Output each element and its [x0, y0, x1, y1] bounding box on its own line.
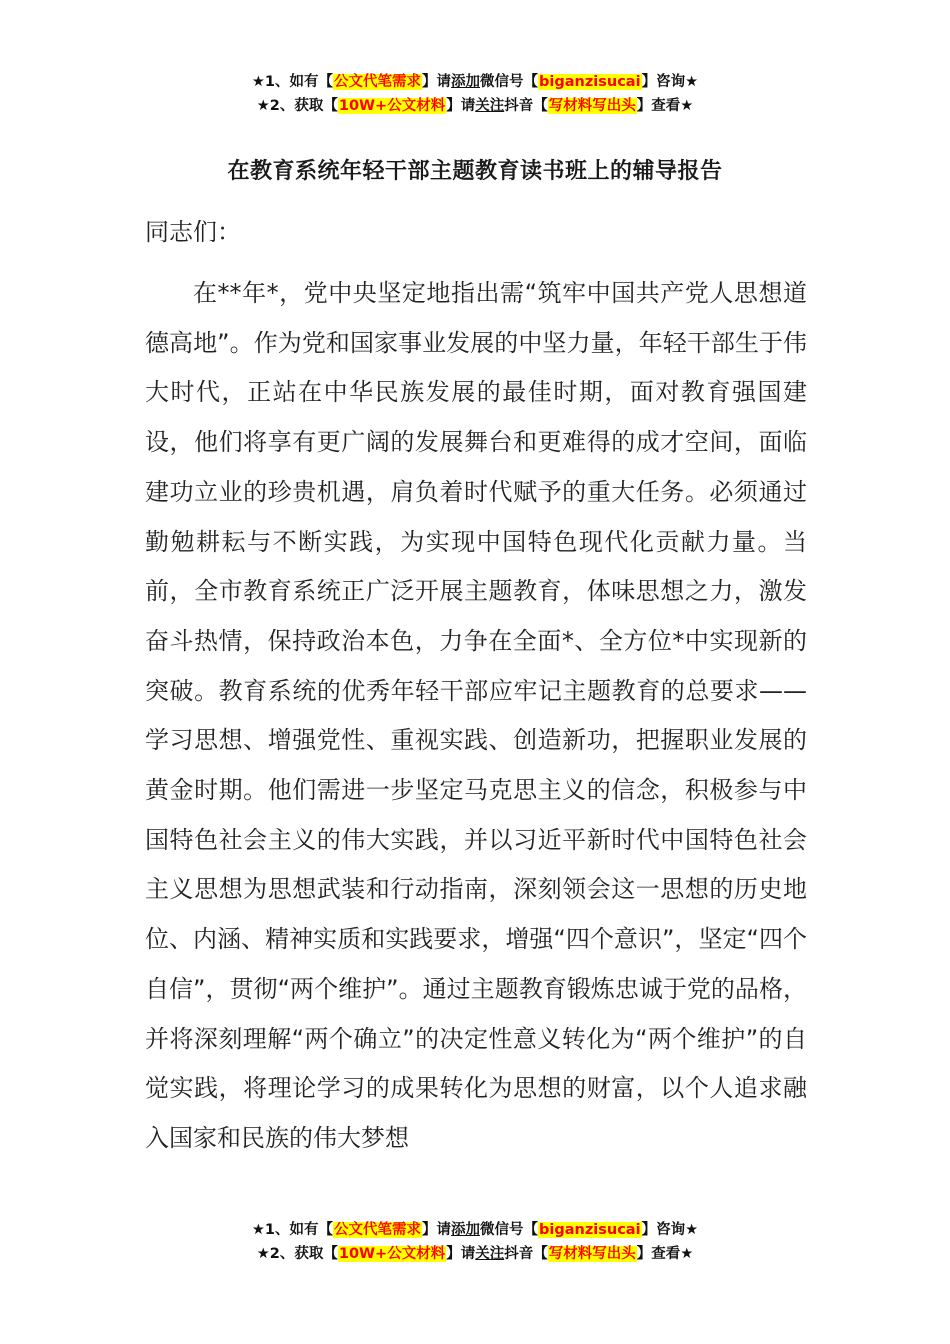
- star-icon: ★: [680, 98, 694, 114]
- star-icon: ★: [685, 74, 699, 90]
- highlight-materials: 10W+公文材料: [338, 1246, 446, 1262]
- promo-text: 2、获取【: [269, 1246, 338, 1262]
- promo-text: 微信号【: [480, 74, 539, 90]
- underlined-text: 关注: [475, 98, 505, 114]
- promo-text: 】请: [446, 98, 476, 114]
- promo-text: 1、如有【: [264, 1222, 334, 1238]
- highlight-service: 公文代笔需求: [334, 74, 422, 90]
- salutation: 同志们：: [145, 218, 241, 246]
- top-promo-banner: [0, 70, 950, 118]
- bottom-promo-banner: [0, 1218, 950, 1266]
- highlight-materials: 10W+公文材料: [338, 98, 446, 114]
- promo-text: 】咨询: [641, 1222, 686, 1238]
- highlight-douyin-id: 写材料写出头: [548, 1246, 636, 1262]
- promo-text: 1、如有【: [264, 74, 334, 90]
- underlined-text: 添加: [451, 1222, 481, 1238]
- promo-line-1: [0, 70, 950, 94]
- highlight-service: 公文代笔需求: [334, 1222, 422, 1238]
- promo-line-1: [0, 1218, 950, 1242]
- underlined-text: 关注: [475, 1246, 505, 1262]
- highlight-wechat-id: biganzisucai: [539, 1222, 641, 1238]
- promo-text: 】查看: [636, 98, 681, 114]
- highlight-wechat-id: biganzisucai: [539, 74, 641, 90]
- promo-text: 】请: [446, 1246, 476, 1262]
- star-icon: ★: [251, 74, 265, 90]
- star-icon: ★: [251, 1222, 265, 1238]
- star-icon: ★: [685, 1222, 699, 1238]
- promo-line-2: [0, 1242, 950, 1266]
- promo-text: 】咨询: [641, 74, 686, 90]
- document-title: 在教育系统年轻干部主题教育读书班上的辅导报告: [227, 159, 723, 184]
- promo-line-2: [0, 94, 950, 118]
- underlined-text: 添加: [451, 74, 481, 90]
- promo-text: 】查看: [636, 1246, 681, 1262]
- star-icon: ★: [680, 1246, 694, 1262]
- promo-text: 抖音【: [504, 98, 548, 114]
- body-paragraph: 在**年*，党中央坚定地指出需“筑牢中国共产党人思想道德高地”。作为党和国家事业发展的中坚力量，年轻干部生于伟大时代，正站在中华民族发展的最佳时期，面对教育强国建设，他们将享有更广阔的发展舞台和更难得的成才空间，面临建功立业的珍贵机遇，肩负着时代赋予的重大任务。必须通过勤勉耕耘与不断实践，为实现中国特色现代化贡献力量。当前，全市教育系统正广泛开展主题教育，体味思想之力，激发奋斗热情，保持政治本色，力争在全面*、全方位*中实现新的突破。教育系统的优秀年轻干部应牢记主题教育的总要求——学习思想、增强党性、重视实践、创造新功，把握职业发展的黄金时期。他们需进一步坚定马克思主义的信念，积极参与中国特色社会主义的伟大实践，并以习近平新时代中国特色社会主义思想为思想武装和行动指南，深刻领会这一思想的历史地位、内涵、精神实质和实践要求，增强“四个意识”，坚定“四个自信”，贯彻“两个维护”。通过主题教育锻炼忠诚于党的品格，并将深刻理解“两个确立”的决定性意义转化为“两个维护”的自觉实践，将理论学习的成果转化为思想的财富，以个人追求融入国家和民族的伟大梦想: [145, 279, 807, 1152]
- promo-text: 】请: [422, 74, 452, 90]
- promo-text: 】请: [422, 1222, 452, 1238]
- star-icon: ★: [256, 98, 270, 114]
- highlight-douyin-id: 写材料写出头: [548, 98, 636, 114]
- star-icon: ★: [256, 1246, 270, 1262]
- promo-text: 微信号【: [480, 1222, 539, 1238]
- promo-text: 抖音【: [504, 1246, 548, 1262]
- promo-text: 2、获取【: [269, 98, 338, 114]
